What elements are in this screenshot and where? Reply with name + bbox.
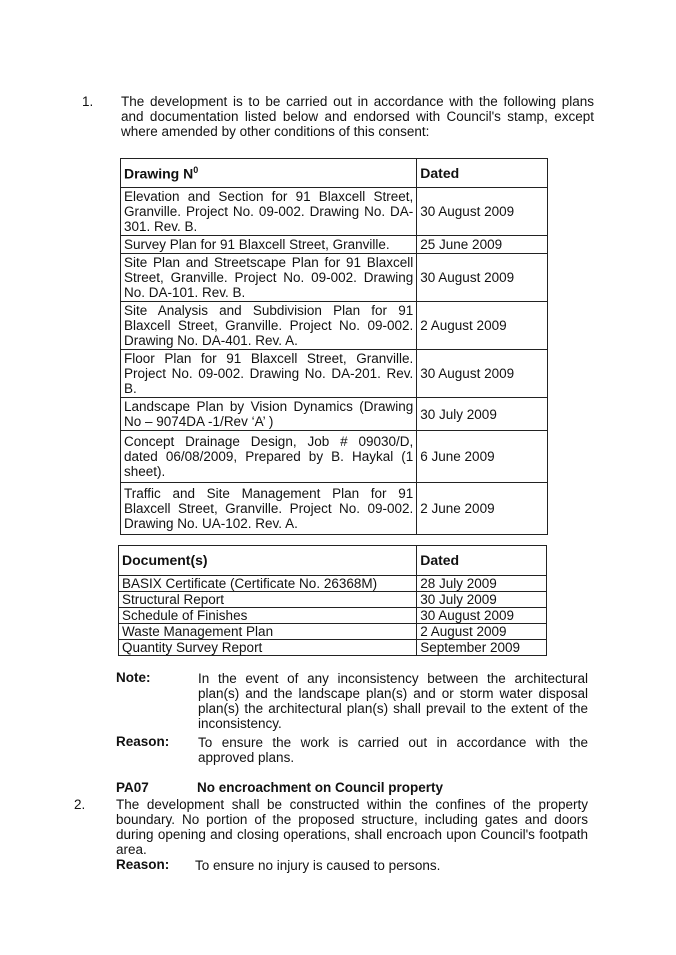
drawings-table (120, 158, 548, 535)
document-cell: Waste Management Plan (119, 624, 417, 640)
drawing-cell: Traffic and Site Management Plan for 91 Blaxcell Street, Granville. Project No. 09-002. Drawing No. UA-102. Rev. A. (121, 483, 417, 535)
document-cell: Quantity Survey Report (119, 640, 417, 656)
reason-text: To ensure no injury is caused to persons. (195, 858, 441, 873)
dated-cell: 6 June 2009 (417, 431, 548, 483)
drawing-cell: Floor Plan for 91 Blaxcell Street, Granville. Project No. 09-002. Drawing No. DA-201. Rev. B. (121, 350, 417, 398)
dated-cell: 30 August 2009 (417, 608, 547, 624)
table-header-row (121, 159, 548, 188)
dated-cell: September 2009 (417, 640, 547, 656)
table-header-row (119, 546, 547, 576)
table-row (121, 254, 548, 302)
condition-number: 2. (74, 797, 86, 812)
dated-cell: 2 August 2009 (417, 302, 548, 350)
table-row (121, 431, 548, 483)
dated-cell: 25 June 2009 (417, 236, 548, 254)
condition-text: The development is to be carried out in accordance with the following plans and documentation listed below and endorsed with Council's stamp, except where amended by other conditions of this consent: (121, 94, 594, 139)
dated-column-header: Dated (417, 159, 548, 188)
dated-cell: 30 July 2009 (417, 592, 547, 608)
drawing-column-header: Drawing $N^0$ (121, 159, 417, 188)
document-cell: BASIX Certificate (Certificate No. 26368M) (119, 576, 417, 592)
table-row (119, 640, 547, 656)
table-row (119, 576, 547, 592)
drawing-cell: Site Analysis and Subdivision Plan for 91 Blaxcell Street, Granville. Project No. 09-002. Drawing No. DA-401. Rev. A. (121, 302, 417, 350)
reason-label: Reason: (116, 857, 170, 872)
dated-cell: 30 August 2009 (417, 254, 548, 302)
reason-text: To ensure the work is carried out in accordance with the approved plans. (198, 735, 588, 765)
table-row (121, 236, 548, 254)
drawing-cell: Concept Drainage Design, Job # 09030/D, dated 06/08/2009, Prepared by B. Haykal (1 sheet). (121, 431, 417, 483)
dated-cell: 2 August 2009 (417, 624, 547, 640)
condition-number: 1. (82, 94, 94, 109)
table-row (119, 592, 547, 608)
condition-text: The development shall be constructed within the confines of the property boundary. No portion of the proposed structure, including gates and doors during opening and closing operations, shall encroach upon Council's footpath area. (116, 797, 588, 857)
drawing-cell: Site Plan and Streetscape Plan for 91 Blaxcell Street, Granville. Project No. 09-002. Drawing No. DA-101. Rev. B. (121, 254, 417, 302)
dated-cell: 30 August 2009 (417, 350, 548, 398)
table-row (119, 624, 547, 640)
dated-column-header: Dated (417, 546, 547, 576)
table-row (121, 302, 548, 350)
documents-table (118, 545, 547, 656)
table-row (121, 350, 548, 398)
document-column-header: Document(s) (119, 546, 417, 576)
document-cell: Schedule of Finishes (119, 608, 417, 624)
dated-cell: 30 July 2009 (417, 398, 548, 431)
reason-label: Reason: (116, 734, 170, 749)
note-label: Note: (116, 670, 151, 685)
dated-cell: 2 June 2009 (417, 483, 548, 535)
drawing-cell: Survey Plan for 91 Blaxcell Street, Granville. (121, 236, 417, 254)
drawing-cell: Elevation and Section for 91 Blaxcell Street, Granville. Project No. 09-002. Drawing No. DA-301. Rev. B. (121, 188, 417, 236)
document-cell: Structural Report (119, 592, 417, 608)
dated-cell: 30 August 2009 (417, 188, 548, 236)
drawing-cell: Landscape Plan by Vision Dynamics (Drawing No – 9074DA -1/Rev ‘A’ ) (121, 398, 417, 431)
condition-code: PA07 (116, 780, 149, 795)
table-row (121, 398, 548, 431)
dated-cell: 28 July 2009 (417, 576, 547, 592)
condition-heading: No encroachment on Council property (197, 780, 444, 795)
table-row (121, 483, 548, 535)
table-row (121, 188, 548, 236)
note-text: In the event of any inconsistency between the architectural plan(s) and the landscape plan(s) and or storm water disposal plan(s) the architectural plan(s) shall prevail to the extent of the inconsistency. (198, 671, 588, 731)
table-row (119, 608, 547, 624)
